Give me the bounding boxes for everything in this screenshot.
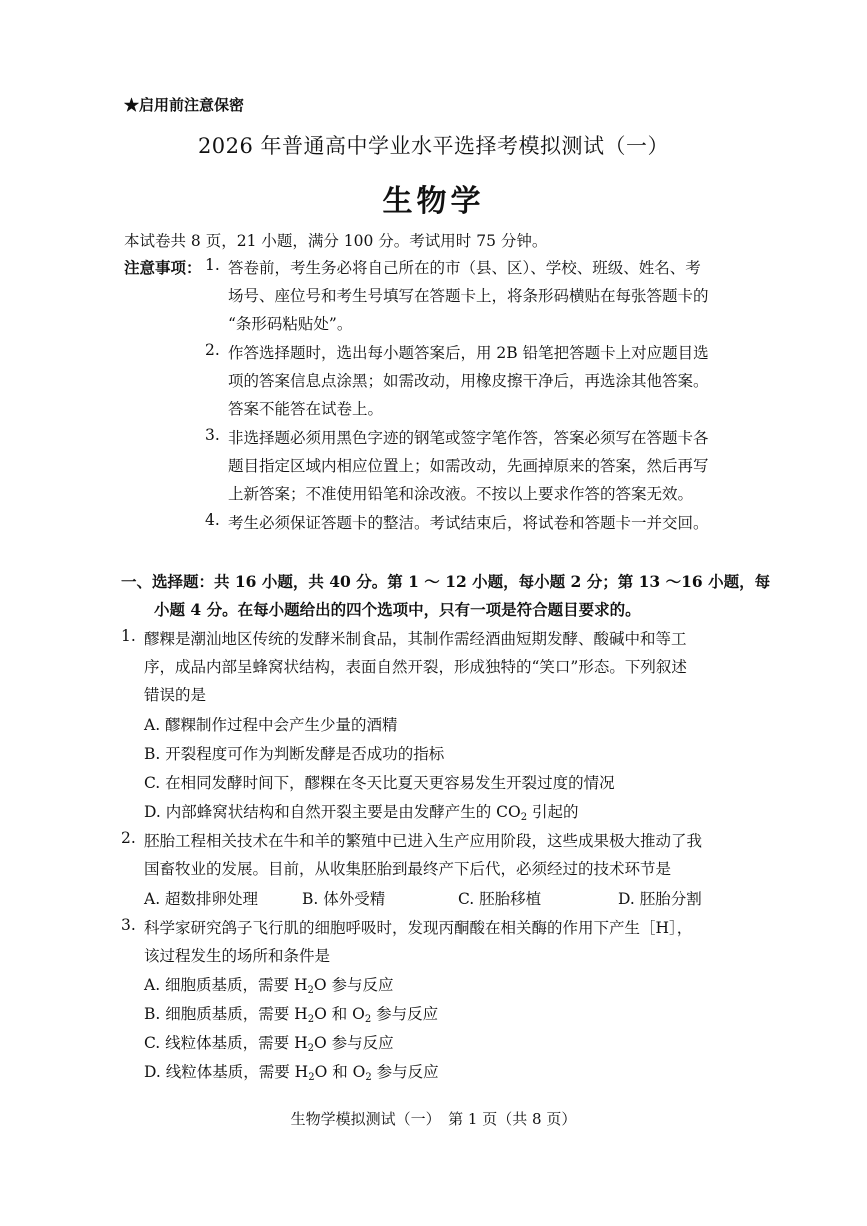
confidential-mark: ★启用前注意保密 [124,96,245,114]
option-d: D. 内部蜂窝状结构和自然开裂主要是由发酵产生的 $CO_2$ 引起的 [144,803,579,823]
note-number: 1. [205,256,220,274]
option-a: A. 超数排卵处理 [144,890,259,908]
exam-title: 2026 年普通高中学业水平选择考模拟测试（一） [197,134,670,158]
option-c: C. 在相同发酵时间下，醪粿在冬天比夏天更容易发生开裂过度的情况 [144,774,615,792]
note-line: 答案不能答在试卷上。 [228,400,384,418]
option-d: D. 胚胎分割 [618,890,702,908]
question-stem-line: 序，成品内部呈蜂窝状结构，表面自然开裂，形成独特的“笑口”形态。下列叙述 [144,658,687,676]
notes-label: 注意事项： [124,258,202,277]
option-b: B. 开裂程度可作为判断发酵是否成功的指标 [144,745,445,763]
note-line: 场号、座位号和考生号填写在答题卡上，将条形码横贴在每张答题卡的 [228,287,709,305]
option-d: D. 线粒体基质，需要 $H_2O$ 和 $O_2$ 参与反应 [144,1063,439,1083]
note-line: 作答选择题时，选出每小题答案后，用 2B 铅笔把答题卡上对应题目选 [228,344,709,362]
question-stem-line: 该过程发生的场所和条件是 [144,947,331,965]
note-line: “条形码粘贴处”。 [228,315,353,333]
question-stem-line: 科学家研究鸽子飞行肌的细胞呼吸时，发现丙酮酸在相关酶的作用下产生［H］， [144,919,693,937]
question-stem-line: 胚胎工程相关技术在牛和羊的繁殖中已进入生产应用阶段，这些成果极大推动了我 [144,832,703,850]
note-number: 2. [205,341,220,359]
option-c: C. 胚胎移植 [458,890,542,908]
option-b: B. 体外受精 [302,890,386,908]
note-number: 3. [205,426,220,444]
option-c: C. 线粒体基质，需要 $H_2O$ 参与反应 [144,1034,394,1054]
note-line: 非选择题必须用黑色字迹的钢笔或签字笔作答，答案必须写在答题卡各 [228,429,709,447]
note-line: 项的答案信息点涂黑；如需改动，用橡皮擦干净后，再选涂其他答案。 [228,372,709,390]
question-stem-line: 国畜牧业的发展。目前，从收集胚胎到最终产下后代，必须经过的技术环节是 [144,860,672,878]
note-line: 答卷前，考生务必将自己所在的市（县、区）、学校、班级、姓名、考 [228,259,701,277]
section-heading-cont: 小题 4 分。在每小题给出的四个选项中，只有一项是符合题目要求的。 [154,600,641,619]
question-stem-line: 错误的是 [144,686,207,704]
question-stem-line: 醪粿是潮汕地区传统的发酵米制食品，其制作需经酒曲短期发酵、酸碱中和等工 [144,630,687,648]
note-number: 4. [205,511,220,529]
note-line: 考生必须保证答题卡的整洁。考试结束后，将试卷和答题卡一并交回。 [228,514,709,532]
note-line: 上新答案；不准使用铅笔和涂改液。不按以上要求作答的答案无效。 [228,485,694,503]
option-a: A. 醪粿制作过程中会产生少量的酒精 [144,716,398,734]
option-b: B. 细胞质基质，需要 $H_2O$ 和 $O_2$ 参与反应 [144,1005,439,1025]
note-line: 题目指定区域内相应位置上；如需改动，先画掉原来的答案，然后再写 [228,457,709,475]
exam-intro: 本试卷共 8 页，21 小题，满分 100 分。考试用时 75 分钟。 [124,232,548,250]
question-number: 1. [121,627,136,645]
question-number: 2. [121,829,136,847]
option-a: A. 细胞质基质，需要 $H_2O$ 参与反应 [144,976,394,996]
section-heading: 一、选择题：共 16 小题，共 40 分。第 1 ～ 12 小题，每小题 2 分；第 13 ～16 小题，每 [121,572,771,591]
subject-title: 生物学 [382,184,485,219]
page-footer: 生物学模拟测试（一） 第 1 页（共 8 页） [290,1110,577,1128]
question-number: 3. [121,916,136,934]
